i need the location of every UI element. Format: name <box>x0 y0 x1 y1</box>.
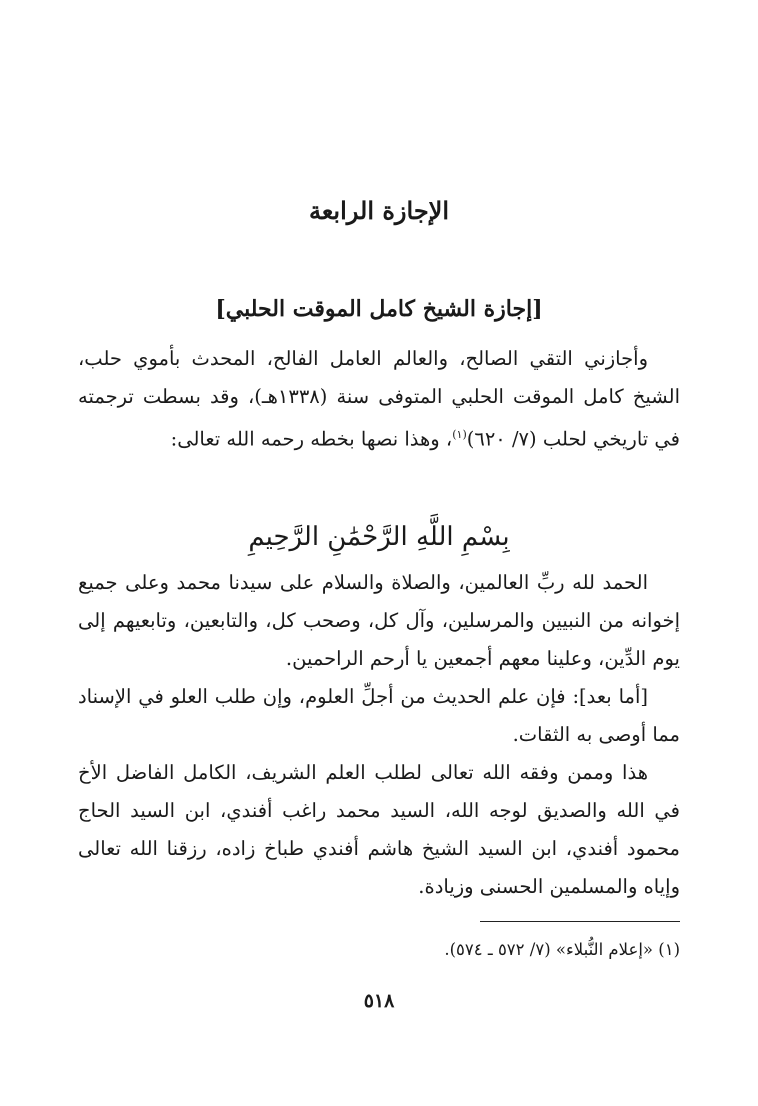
section-title: [إجازة الشيخ كامل الموقت الحلبي] <box>215 296 543 322</box>
footnote-marker: (١) <box>452 428 467 441</box>
chapter-title: الإجازة الرابعة <box>308 196 450 225</box>
paragraph-amma-bad: [أما بعد]: فإن علم الحديث من أجلِّ العلوم، وإن طلب العلو في الإسناد مما أوصى به الثقات. <box>78 685 680 746</box>
basmala: بِسْمِ اللَّهِ الرَّحْمَٰنِ الرَّحِيمِ <box>248 522 510 552</box>
footnote-divider <box>480 921 680 922</box>
intro-text-after-note: ، وهذا نصها بخطه رحمه الله تعالى: <box>170 427 453 451</box>
page-number: ٥١٨ <box>363 990 395 1012</box>
footnote: (١) «إعلام النُّبلاء» (٧/ ٥٧٢ ـ ٥٧٤). <box>444 940 680 959</box>
paragraph-praise: الحمد لله ربِّ العالمين، والصلاة والسلام على سيدنا محمد وعلى جميع إخوانه من النبيين والمرسلين، وآل كل، وصحب كل، والتابعين، وتابعيهم إلى يوم الدِّين، وعلينا معهم أجمعين يا أرحم الراحمين. <box>78 571 680 670</box>
intro-paragraph <box>78 340 680 459</box>
intro-text-before-note: وأجازني التقي الصالح، والعالم العامل الفالح، المحدث بأموي حلب، الشيخ كامل الموقت الحلبي المتوفى سنة (١٣٣٨هـ)، وقد بسطت ترجمته في تاريخي لحلب (٧/ ٦٢٠) <box>78 347 680 451</box>
paragraph-student: هذا وممن وفقه الله تعالى لطلب العلم الشريف، الكامل الفاضل الأخ في الله والصديق لوجه الله، السيد محمد راغب أفندي، ابن السيد الحاج محمود أفندي، ابن السيد الشيخ هاشم أفندي طباخ زاده، رزقنا الله تعالى وإياه والمسلمين الحسنى وزيادة. <box>78 761 680 898</box>
ijaza-text-block <box>78 564 680 906</box>
intro-block <box>78 340 680 459</box>
